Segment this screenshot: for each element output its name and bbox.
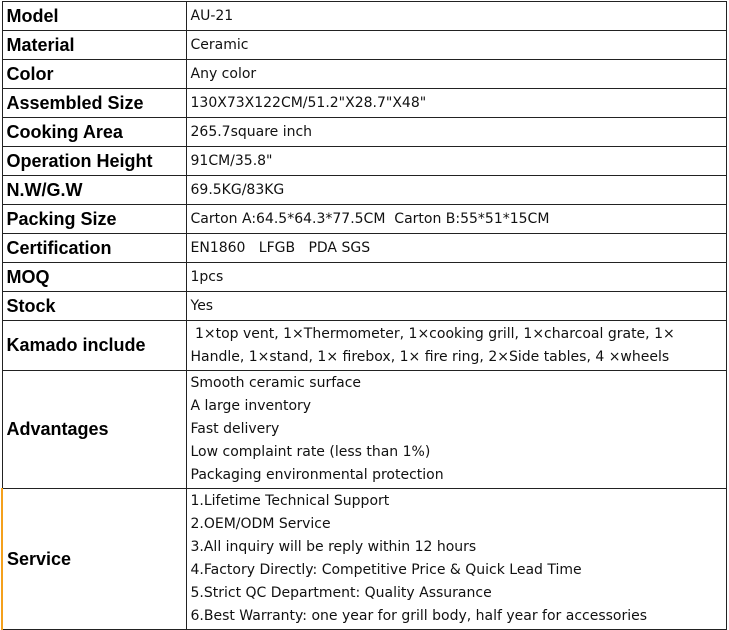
row-value: Ceramic [186, 31, 727, 60]
value-line: 6.Best Warranty: one year for grill body, half year for accessories [190, 608, 648, 624]
row-value: AU-21 [186, 2, 727, 31]
row-label: MOQ [2, 263, 186, 292]
row-label: Operation Height [2, 147, 186, 176]
row-label: Cooking Area [2, 118, 186, 147]
row-moq [2, 263, 727, 292]
row-value: 91CM/35.8" [186, 147, 727, 176]
row-cooking-area [2, 118, 727, 147]
value-line: 5.Strict QC Department: Quality Assurance [190, 585, 492, 601]
value-line: 1.Lifetime Technical Support [190, 493, 390, 509]
row-label: Material [2, 31, 186, 60]
value-line: Smooth ceramic surface [190, 375, 362, 391]
row-stock [2, 292, 727, 321]
spec-table [1, 1, 727, 630]
row-weight [2, 176, 727, 205]
value-line: Fast delivery [190, 421, 280, 437]
row-certification [2, 234, 727, 263]
row-label: Service [2, 489, 186, 630]
value-line: A large inventory [190, 398, 312, 414]
row-value [186, 321, 727, 371]
row-assembled-size [2, 89, 727, 118]
row-value [186, 371, 727, 489]
row-label: Packing Size [2, 205, 186, 234]
row-label: Stock [2, 292, 186, 321]
row-value: EN1860 LFGB PDA SGS [186, 234, 727, 263]
row-value: Any color [186, 60, 727, 89]
value-line: 3.All inquiry will be reply within 12 hours [190, 539, 477, 555]
row-operation-height [2, 147, 727, 176]
row-value: 1pcs [186, 263, 727, 292]
value-line: 1×top vent, 1×Thermometer, 1×cooking grill, 1×charcoal grate, 1× [190, 325, 675, 342]
row-value: 69.5KG/83KG [186, 176, 727, 205]
row-value: 130X73X122CM/51.2"X28.7"X48" [186, 89, 727, 118]
value-line: Handle, 1×stand, 1× firebox, 1× fire ring, 2×Side tables, 4 ×wheels [190, 348, 670, 365]
row-value: Carton A:64.5*64.3*77.5CM Carton B:55*51*15CM [186, 205, 727, 234]
value-line: Packaging environmental protection [190, 467, 444, 483]
row-label: N.W/G.W [2, 176, 186, 205]
row-packing-size [2, 205, 727, 234]
row-value: 265.7square inch [186, 118, 727, 147]
row-label: Color [2, 60, 186, 89]
row-service [2, 489, 727, 630]
value-line: Low complaint rate (less than 1%) [190, 444, 431, 460]
row-label: Kamado include [2, 321, 186, 371]
row-label: Model [2, 2, 186, 31]
row-label: Assembled Size [2, 89, 186, 118]
row-label: Advantages [2, 371, 186, 489]
row-model [2, 2, 727, 31]
row-kamado-include [2, 321, 727, 371]
value-line: 4.Factory Directly: Competitive Price & Quick Lead Time [190, 562, 582, 578]
row-color [2, 60, 727, 89]
row-value: Yes [186, 292, 727, 321]
row-label: Certification [2, 234, 186, 263]
value-line: 2.OEM/ODM Service [190, 516, 331, 532]
row-advantages [2, 371, 727, 489]
row-value [186, 489, 727, 630]
row-material [2, 31, 727, 60]
